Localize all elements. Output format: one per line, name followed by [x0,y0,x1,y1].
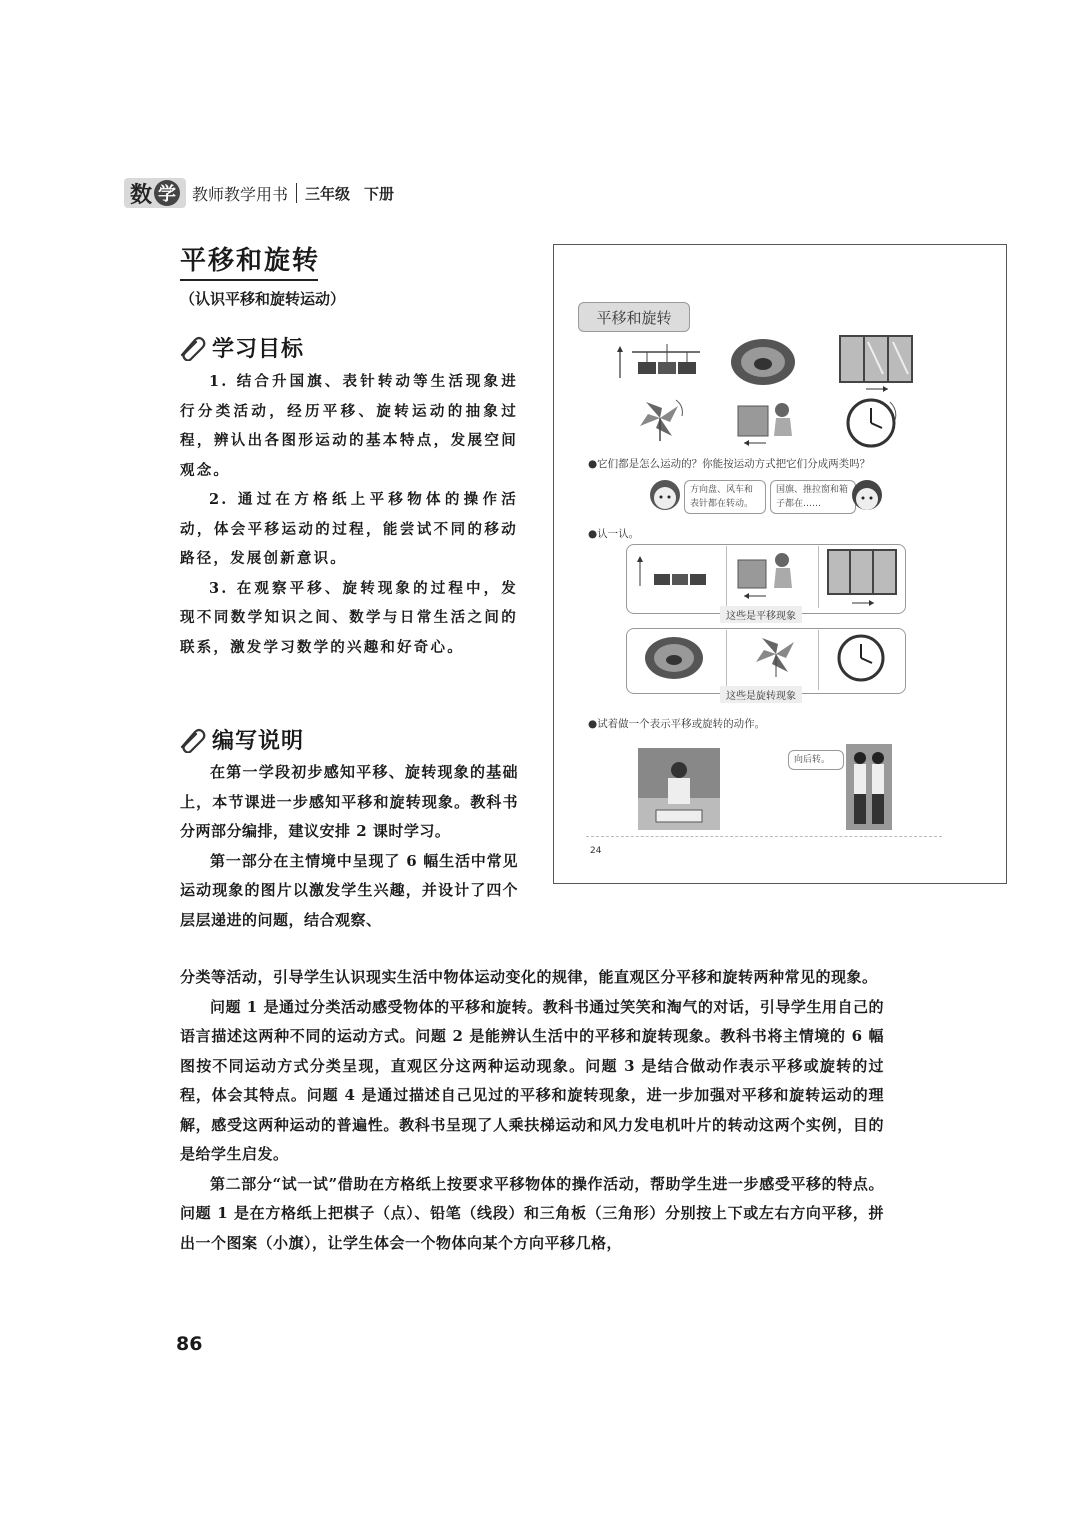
notes-paragraph-3: 问题 1 是通过分类活动感受物体的平移和旋转。教科书通过笑笑和淘气的对话，引导学生用自己的语言描述这两种不同的运动方式。问题 2 是能辨认生活中的平移和旋转现象。教科书将主情境的 6 幅图按不同运动方式分类呈现，直观区分这两种运动现象。问题 3 是结合做动作表示平移或旋转的过程，体会其特点。问题 4 是通过描述自己见过的平移和旋转现象，进一步加强对平移和旋转运动的理解，感受这两种运动的普遍性。教科书呈现了人乘扶梯运动和风力发电机叶片的转动这两个实例，目的是给学生启发。 [180,997,884,1163]
paperclip-icon [178,335,208,361]
steering-wheel-illustration-small [644,636,704,680]
box-pushing-illustration-small [734,548,804,600]
student-photo [638,748,720,830]
page-number: 86 [176,1333,203,1355]
rotation-caption: 这些是旋转现象 [720,686,802,703]
book-name: 教师教学用书 [192,184,289,204]
panel-divider [726,630,727,690]
panel-divider [726,546,727,608]
title-underline [180,279,318,281]
paperclip-icon [178,727,208,753]
goal-item: 2. 通过在方格纸上平移物体的操作活动，体会平移运动的过程，能尝试不同的移动路径，发展创新意识。 [180,491,518,567]
pinwheel-illustration-small [752,632,802,678]
textbook-question-2: ●认一认。 [588,528,640,540]
textbook-question-1: ●它们都是怎么运动的？你能按运动方式把它们分成两类吗？ [588,458,871,470]
girl-avatar [648,478,682,516]
notes-paragraph-4: 第二部分“试一试”借助在方格纸上按要求平移物体的操作活动，帮助学生进一步感受平移的特点。问题 1 是在方格纸上把棋子（点）、铅笔（线段）和三角板（三角形）分别按上下或左右方向平移，拼出一个图案（小旗），让学生体会一个物体向某个方向平移几格， [180,1174,884,1252]
wall-clock-illustration-small [836,634,886,682]
notes-narrow-block [180,758,518,935]
running-header [124,176,394,210]
notes-heading [178,724,304,755]
boy-avatar [850,478,884,516]
goal-item: 3. 在观察平移、旋转现象的过程中，发现不同数学知识之间、数学与日常生活之间的联系，激发学习数学的兴趣和好奇心。 [180,579,518,656]
lesson-title: 平移和旋转 [180,246,321,276]
sliding-window-illustration-small [826,548,898,610]
logo-char-2: 学 [154,180,180,206]
notes-paragraph-2-end: 分类等活动，引导学生认识现实生活中物体运动变化的规律，能直观区分平移和旋转两种常见的现象。 [180,968,878,986]
students-turning-photo [846,744,892,830]
translation-caption: 这些是平移现象 [720,606,802,623]
action-speech-bubble: 向后转。 [788,750,844,770]
goal-item: 1. 结合升国旗、表针转动等生活现象进行分类活动，经历平移、旋转运动的抽象过程，辨认出各图形运动的基本特点，发展空间观念。 [180,373,518,479]
lesson-subtitle: （认识平移和旋转运动） [180,290,346,308]
notes-paragraph-1: 在第一学段初步感知平移、旋转现象的基础上，本节课进一步感知平移和旋转现象。教科书分两部分编排，建议安排 2 课时学习。 [180,763,518,840]
textbook-tag: 平移和旋转 [578,302,690,332]
box-pushing-illustration [736,400,806,446]
speech-bubble-left: 方向盘、风车和表针都在转动。 [684,480,766,514]
steering-wheel-illustration [730,338,796,386]
speech-bubble-right: 国旗、推拉窗和箱子都在…… [770,480,856,514]
header-divider [296,183,297,203]
goals-list [180,367,518,662]
subject-logo [124,178,186,208]
notes-wide-block [180,963,884,1258]
panel-divider [818,546,819,608]
notes-paragraph-2-start: 第一部分在主情境中呈现了 6 幅生活中常见运动现象的图片以激发学生兴趣，并设计了四个层层递进的问题，结合观察、 [180,851,518,929]
grade: 三年级 [305,184,351,203]
goals-heading-text: 学习目标 [212,337,305,362]
notes-heading-text: 编写说明 [212,729,305,754]
flag-raising-illustration-small [634,552,714,592]
panel-divider [818,630,819,690]
textbook-question-3: ●试着做一个表示平移或旋转的动作。 [588,718,766,730]
goals-heading [178,332,304,363]
textbook-page-number: 24 [590,846,602,856]
pinwheel-illustration [636,396,686,442]
wall-clock-illustration [846,398,898,448]
sliding-window-illustration [838,334,914,394]
textbook-footer-rule [586,836,942,837]
flag-raising-illustration [612,342,702,382]
volume: 下册 [364,184,395,203]
logo-char-1: 数 [130,182,153,208]
